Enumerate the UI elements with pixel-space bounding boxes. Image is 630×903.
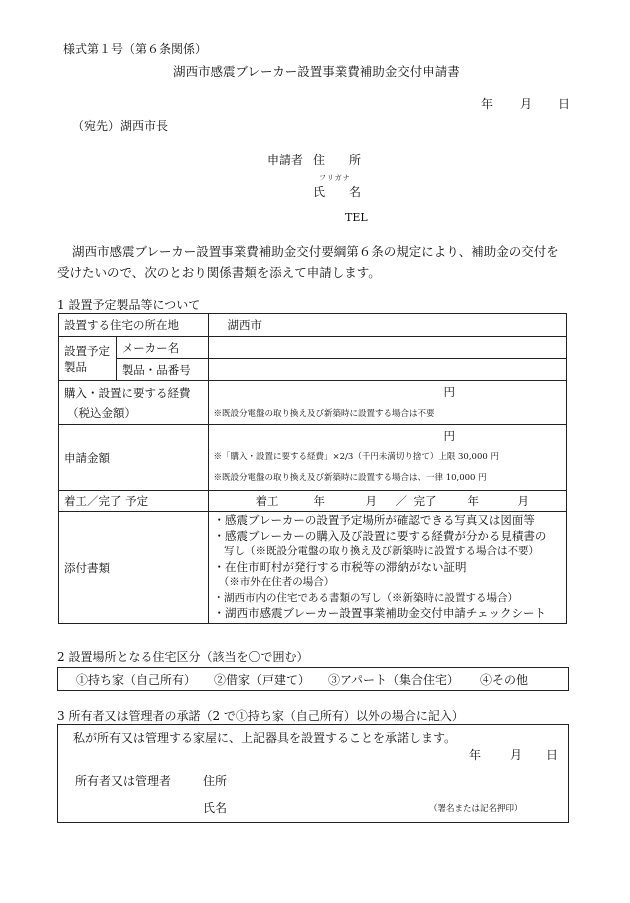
- cost-label-cell: [59, 381, 209, 425]
- section-2-heading: 2 設置場所となる住宅区分（該当を〇で囲む）: [57, 650, 309, 664]
- location-label: 設置する住宅の所在地: [59, 314, 209, 337]
- housing-option-own[interactable]: ①持ち家（自己所有）: [76, 673, 197, 687]
- apply-unit: 円: [443, 429, 456, 443]
- intro-line-1: 湖西市感震ブレーカー設置事業費補助金交付要綱第６条の規定により、補助金の交付を: [72, 244, 559, 259]
- form-title: 湖西市感震ブレーカー設置事業費補助金交付申請書: [173, 64, 460, 79]
- attach-item: ・在住市町村が発行する市税等の滞納がない証明: [213, 559, 467, 574]
- consent-statement: 私が所有又は管理する家屋に、上記器具を設置することを承諾します。: [73, 731, 457, 745]
- section-3-heading: 3 所有者又は管理者の承諾（2 で①持ち家（自己所有）以外の場合に記入）: [57, 709, 464, 723]
- owner-name-label: 氏名: [203, 801, 228, 815]
- cost-tax-label: （税込金額）: [67, 405, 136, 420]
- maker-field[interactable]: [208, 337, 566, 359]
- housing-option-apartment[interactable]: ③アパート（集合住宅）: [328, 673, 460, 687]
- intro-line-2: 受けたいので、次のとおり関係書類を添えて申請します。: [57, 265, 381, 280]
- owner-consent-box: [57, 724, 569, 823]
- apply-field[interactable]: [208, 425, 566, 491]
- product-label-line-2: 製品: [64, 359, 87, 374]
- table-row: [59, 359, 567, 381]
- table-row: [59, 314, 567, 337]
- housing-option-rent[interactable]: ②借家（戸建て）: [214, 673, 311, 687]
- cost-note: ※既設分電盤の取り換え及び新築時に設置する場合は不要: [213, 408, 435, 419]
- schedule-start: 着工: [255, 494, 279, 508]
- schedule-year-1: 年: [313, 494, 326, 508]
- applicant-tel-label: TEL: [345, 211, 368, 224]
- table-row: [59, 381, 567, 425]
- date-year-label: 年: [481, 97, 494, 111]
- attach-item: 写し（※既設分電盤の取り換え及び新築時に設置する場合は不要）: [213, 545, 540, 558]
- attach-label: 添付書類: [59, 512, 209, 624]
- consent-date-year: 年: [469, 748, 482, 762]
- housing-option-other[interactable]: ④その他: [480, 673, 529, 687]
- schedule-year-2: 年: [467, 494, 480, 508]
- cost-unit: 円: [443, 384, 456, 399]
- form-number: 様式第１号（第６条関係）: [63, 42, 208, 56]
- schedule-separator: ／: [395, 494, 408, 508]
- owner-label: 所有者又は管理者: [75, 774, 172, 788]
- cost-field[interactable]: [208, 381, 566, 425]
- table-row: [59, 337, 567, 359]
- attach-list: [208, 512, 566, 624]
- attach-item: ・感震ブレーカーの設置予定場所が確認できる写真又は図面等: [213, 513, 535, 528]
- housing-type-box: [57, 667, 569, 691]
- applicant-name-label: 氏 名: [313, 185, 362, 199]
- date-day-label: 日: [558, 97, 571, 111]
- apply-note-2: ※既設分電盤の取り換え及び新築時に設置する場合は、一律 10,000 円: [213, 473, 487, 483]
- schedule-month-2: 月: [517, 494, 530, 508]
- schedule-month-1: 月: [365, 494, 378, 508]
- maker-label: メーカー名: [116, 337, 208, 359]
- applicant-name-ruby: フリガナ: [319, 174, 351, 182]
- cost-label: 購入・設置に要する経費: [64, 385, 191, 400]
- applicant-address-label: 住 所: [313, 153, 362, 167]
- table-row: [59, 425, 567, 491]
- location-value[interactable]: [208, 314, 566, 337]
- seal-note: （署名または記名押印）: [429, 804, 523, 814]
- table-row: [59, 512, 567, 624]
- attach-item: ・湖西市内の住宅である書類の写し（※新築時に設置する場合）: [213, 591, 519, 604]
- location-value-text: 湖西市: [227, 318, 263, 332]
- owner-address-label: 住所: [203, 774, 228, 788]
- consent-date-month: 月: [510, 748, 523, 762]
- product-table: [58, 313, 567, 624]
- attach-item: ・湖西市感震ブレーカー設置事業補助金交付申請チェックシート: [213, 606, 546, 621]
- date-month-label: 月: [520, 97, 533, 111]
- model-field[interactable]: [208, 359, 566, 381]
- schedule-label: 着工／完了 予定: [59, 491, 209, 512]
- model-label: 製品・品番号: [116, 359, 208, 381]
- section-1-heading: 1 設置予定製品等について: [57, 298, 201, 312]
- product-label-line-1: 設置予定: [64, 343, 110, 358]
- applicant-label: 申請者: [267, 153, 304, 167]
- table-row: [59, 491, 567, 512]
- addressee: （宛先）湖西市長: [72, 119, 169, 133]
- consent-date-day: 日: [546, 748, 559, 762]
- attach-item: （※市外在住者の場合）: [213, 576, 335, 589]
- schedule-field[interactable]: [208, 491, 566, 512]
- apply-label: 申請金額: [59, 425, 209, 491]
- attach-item: ・感震ブレーカーの購入及び設置に要する経費が分かる見積書の: [213, 528, 547, 543]
- schedule-end: 完了: [413, 494, 437, 508]
- apply-note-1: ※「購入・設置に要する経費」×2/3（千円未満切り捨て）上限 30,000 円: [213, 452, 499, 462]
- product-label: [59, 337, 117, 381]
